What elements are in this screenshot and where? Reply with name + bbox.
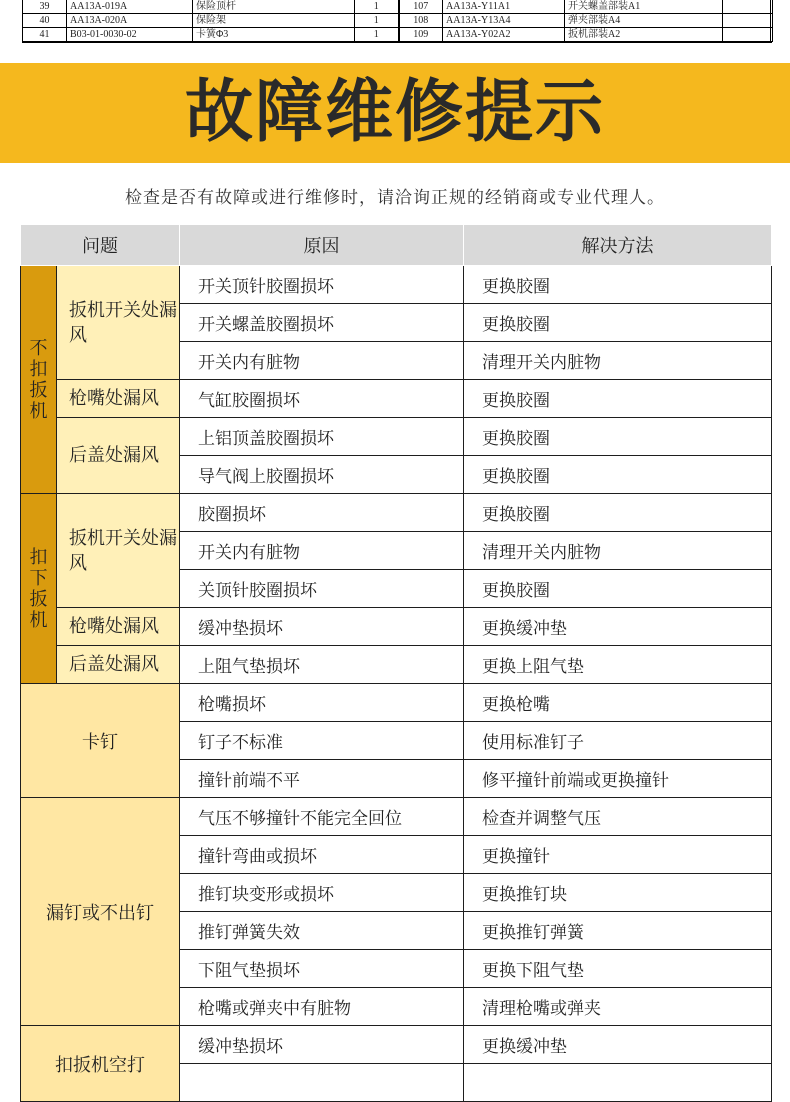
solution-cell: 更换推钉弹簧 <box>464 912 772 950</box>
parts-row <box>23 14 773 28</box>
part-code: AA13A-Y02A2 <box>443 28 565 42</box>
solution-cell: 更换胶圈 <box>464 304 772 342</box>
part-qty <box>723 0 771 14</box>
cause-cell: 气缸胶圈损坏 <box>180 380 464 418</box>
solution-cell: 更换胶圈 <box>464 494 772 532</box>
part-name: 弹夹部装A4 <box>565 14 723 28</box>
part-name: 卡簧Φ3 <box>193 28 355 42</box>
header-cause: 原因 <box>180 225 464 266</box>
table-row <box>21 684 772 722</box>
part-code: AA13A-020A <box>67 14 193 28</box>
part-code: AA13A-Y13A4 <box>443 14 565 28</box>
part-qty <box>723 14 771 28</box>
part-name: 保险架 <box>193 14 355 28</box>
table-row <box>21 1026 772 1064</box>
subgroup-trigger-switch-leak: 扳机开关处漏风 <box>57 266 180 380</box>
part-name: 保险顶杆 <box>193 0 355 14</box>
solution-cell: 检查并调整气压 <box>464 798 772 836</box>
table-row <box>21 798 772 836</box>
part-no: 107 <box>399 0 443 14</box>
part-code: B03-01-0030-02 <box>67 28 193 42</box>
solution-cell: 更换胶圈 <box>464 456 772 494</box>
part-code: AA13A-019A <box>67 0 193 14</box>
cause-cell: 撞针前端不平 <box>180 760 464 798</box>
part-no: 40 <box>23 14 67 28</box>
solution-cell: 更换缓冲垫 <box>464 608 772 646</box>
subgroup-trigger-switch-leak: 扳机开关处漏风 <box>57 494 180 608</box>
solution-cell: 清理枪嘴或弹夹 <box>464 988 772 1026</box>
table-header <box>21 225 772 266</box>
cause-cell: 缓冲垫损坏 <box>180 1026 464 1064</box>
solution-cell: 更换枪嘴 <box>464 684 772 722</box>
title-banner <box>0 63 790 163</box>
cause-cell: 开关内有脏物 <box>180 342 464 380</box>
group-dry-fire: 扣扳机空打 <box>21 1026 180 1102</box>
part-no: 108 <box>399 14 443 28</box>
subgroup-back-cap-leak: 后盖处漏风 <box>57 646 180 684</box>
table-row <box>21 608 772 646</box>
solution-cell: 清理开关内脏物 <box>464 342 772 380</box>
table-row <box>21 494 772 532</box>
cause-cell: 开关顶针胶圈损坏 <box>180 266 464 304</box>
cause-cell: 上阻气垫损坏 <box>180 646 464 684</box>
solution-cell: 修平撞针前端或更换撞针 <box>464 760 772 798</box>
solution-cell: 更换缓冲垫 <box>464 1026 772 1064</box>
solution-cell <box>464 1064 772 1102</box>
solution-cell: 更换撞针 <box>464 836 772 874</box>
table-row <box>21 418 772 456</box>
subgroup-back-cap-leak: 后盖处漏风 <box>57 418 180 494</box>
part-no: 109 <box>399 28 443 42</box>
troubleshooting-table <box>20 224 772 1102</box>
cause-cell: 缓冲垫损坏 <box>180 608 464 646</box>
parts-row <box>23 0 773 14</box>
part-qty: 1 <box>355 0 399 14</box>
part-name: 开关螺盖部装A1 <box>565 0 723 14</box>
cause-cell: 下阻气垫损坏 <box>180 950 464 988</box>
cause-cell: 推钉块变形或损坏 <box>180 874 464 912</box>
part-code: AA13A-Y11A1 <box>443 0 565 14</box>
table-row <box>21 266 772 304</box>
cause-cell: 气压不够撞针不能完全回位 <box>180 798 464 836</box>
cause-cell <box>180 1064 464 1102</box>
service-notice: 检查是否有故障或进行维修时，请洽询正规的经销商或专业代理人。 <box>125 188 665 208</box>
parts-row <box>23 28 773 42</box>
group-no-trigger: 不扣扳机 <box>21 266 57 494</box>
cause-cell: 推钉弹簧失效 <box>180 912 464 950</box>
group-nail-jam: 卡钉 <box>21 684 180 798</box>
cause-cell: 导气阀上胶圈损坏 <box>180 456 464 494</box>
table-row <box>21 380 772 418</box>
cause-cell: 开关螺盖胶圈损坏 <box>180 304 464 342</box>
cause-cell: 开关内有脏物 <box>180 532 464 570</box>
solution-cell: 更换上阻气垫 <box>464 646 772 684</box>
cause-cell: 上铝顶盖胶圈损坏 <box>180 418 464 456</box>
group-misfire: 漏钉或不出钉 <box>21 798 180 1026</box>
part-qty: 1 <box>355 28 399 42</box>
solution-cell: 更换推钉块 <box>464 874 772 912</box>
page-title: 故障维修提示 <box>184 73 605 152</box>
solution-cell: 清理开关内脏物 <box>464 532 772 570</box>
header-problem: 问题 <box>21 225 180 266</box>
cause-cell: 钉子不标准 <box>180 722 464 760</box>
cause-cell: 枪嘴损坏 <box>180 684 464 722</box>
subgroup-nozzle-leak: 枪嘴处漏风 <box>57 380 180 418</box>
cause-cell: 胶圈损坏 <box>180 494 464 532</box>
table-row <box>21 646 772 684</box>
group-trigger-pulled: 扣下扳机 <box>21 494 57 684</box>
parts-table-fragment <box>22 0 772 43</box>
part-no: 39 <box>23 0 67 14</box>
cause-cell: 关顶针胶圈损坏 <box>180 570 464 608</box>
solution-cell: 更换胶圈 <box>464 380 772 418</box>
part-name: 扳机部装A2 <box>565 28 723 42</box>
solution-cell: 更换下阻气垫 <box>464 950 772 988</box>
solution-cell: 更换胶圈 <box>464 418 772 456</box>
part-qty <box>723 28 771 42</box>
part-qty: 1 <box>355 14 399 28</box>
solution-cell: 更换胶圈 <box>464 266 772 304</box>
solution-cell: 使用标准钉子 <box>464 722 772 760</box>
subgroup-nozzle-leak: 枪嘴处漏风 <box>57 608 180 646</box>
part-no: 41 <box>23 28 67 42</box>
cause-cell: 枪嘴或弹夹中有脏物 <box>180 988 464 1026</box>
header-solution: 解决方法 <box>464 225 772 266</box>
cause-cell: 撞针弯曲或损坏 <box>180 836 464 874</box>
solution-cell: 更换胶圈 <box>464 570 772 608</box>
